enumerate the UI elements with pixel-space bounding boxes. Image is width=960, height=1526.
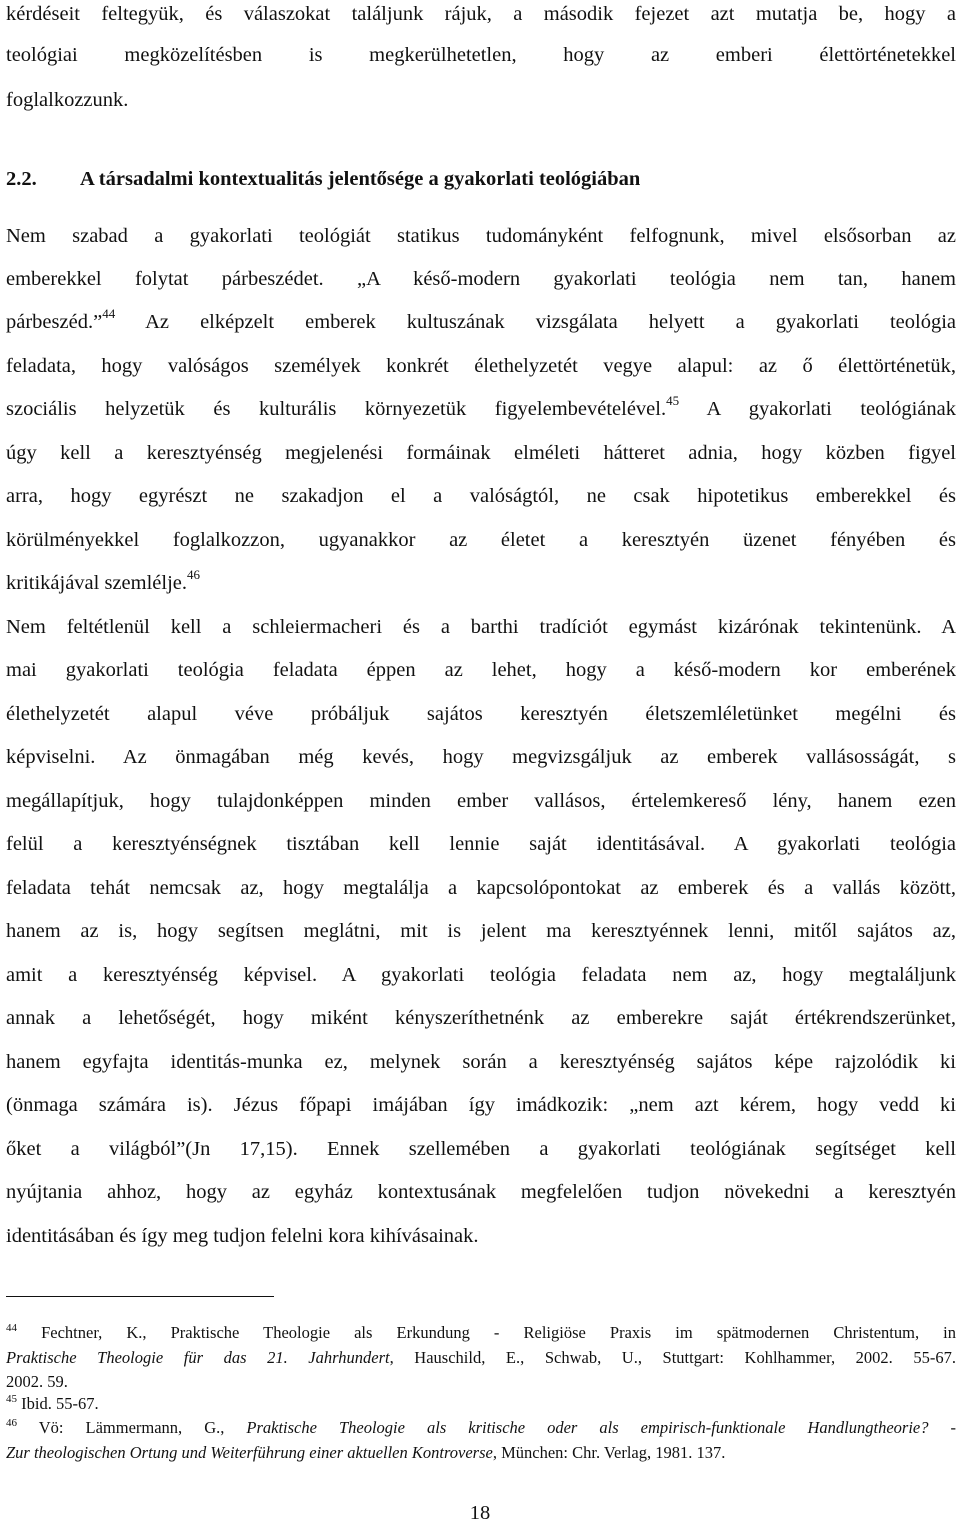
- footnote-title-italic: Zur theologischen Ortung und Weiterführung einer aktuellen Kontroverse: [6, 1443, 493, 1462]
- body-line: emberekkel folytat párbeszédet. „A késő-modern gyakorlati teológia nem tan, hanem: [6, 268, 956, 290]
- body-line: felül a keresztyénségnek tisztában kell lennie saját identitásával. A gyakorlati teológia: [6, 833, 956, 855]
- body-line: (önmaga számára is). Jézus főpapi imájában így imádkozik: „nem azt kérem, hogy vedd ki: [6, 1094, 956, 1116]
- body-line: arra, hogy egyrészt ne szakadjon el a valóságtól, ne csak hipotetikus emberekkel és: [6, 485, 956, 507]
- footnote-number: 46: [6, 1416, 17, 1429]
- footnote-44: [6, 1322, 956, 1344]
- quote-end: párbeszéd.”: [6, 311, 103, 333]
- footnote-46-cont: [6, 1442, 956, 1464]
- footnote-44-cont: [6, 1347, 956, 1369]
- body-line: úgy kell a keresztyénség megjelenési formáinak elméleti hátteret adnia, hogy közben figyel: [6, 442, 956, 464]
- footnote-45: [6, 1393, 956, 1415]
- footnote-ref-45: 45: [666, 393, 680, 409]
- body-line: hanem az is, hogy segítsen meglátni, mit is jelent ma keresztyénnek lenni, mitől sajátos az,: [6, 920, 956, 942]
- body-line: Nem szabad a gyakorlati teológiát statikus tudományként felfognunk, mivel elsősorban az: [6, 225, 956, 247]
- footnote-number: 45: [6, 1392, 17, 1405]
- body-text: kritikájával szemlélje.: [6, 572, 188, 594]
- body-line: megállapítjuk, hogy tulajdonképpen minden ember vallásos, értelemkereső lény, hanem ezen: [6, 790, 956, 812]
- body-line: teológiai megközelítésben is megkerülhetetlen, hogy az emberi élettörténetekkel: [6, 44, 956, 66]
- page-number: 18: [469, 1502, 491, 1524]
- section-number: 2.2.: [6, 168, 37, 190]
- body-line: [6, 308, 956, 336]
- footnote-title-italic: Praktische Theologie für das 21. Jahrhundert: [6, 1348, 390, 1367]
- body-line: feladata tehát nemcsak az, hogy megtalálja a kapcsolópontokat az emberek és a vallás között,: [6, 877, 956, 899]
- footnote-ref-44: 44: [102, 306, 116, 322]
- body-line: mai gyakorlati teológia feladata éppen az lehet, hogy a késő-modern kor emberének: [6, 659, 956, 681]
- body-line: Nem feltétlenül kell a schleiermacheri és a barthi tradíciót egymást kizárónak tekintenünk. A: [6, 616, 956, 638]
- footnote-separator: [6, 1296, 274, 1297]
- footnote-number: 44: [6, 1321, 17, 1334]
- footnote-46: [6, 1417, 956, 1439]
- body-text: Az elképzelt emberek kultuszának vizsgálata helyett a gyakorlati teológia: [115, 311, 956, 333]
- body-text: szociális helyzetük és kulturális környezetük figyelembevételével.: [6, 398, 667, 420]
- body-line: annak a lehetőségét, hogy miként kényszeríthetnénk az emberekre saját értékrendszerünket,: [6, 1007, 956, 1029]
- footnote-text: Vö: Lämmermann, G.,: [17, 1418, 247, 1437]
- footnote-44-cont: 2002. 59.: [6, 1372, 68, 1391]
- body-line: körülményekkel foglalkozzon, ugyanakkor az életet a keresztyén üzenet fényében és: [6, 529, 956, 551]
- body-text: A gyakorlati teológiának: [679, 398, 956, 420]
- body-line: [6, 569, 956, 597]
- body-line: identitásában és így meg tudjon felelni kora kihívásainak.: [6, 1225, 479, 1247]
- body-line: amit a keresztyénség képvisel. A gyakorlati teológia feladata nem az, hogy megtaláljunk: [6, 964, 956, 986]
- body-line: hanem egyfajta identitás-munka ez, melynek során a keresztyénség sajátos képe rajzolódik ki: [6, 1051, 956, 1073]
- footnote-ref-46: 46: [187, 567, 201, 583]
- body-line: feladata, hogy valóságos személyek konkrét élethelyzetét vegye alapul: az ő élettörténetük,: [6, 355, 956, 377]
- body-line: őket a világból”(Jn 17,15). Ennek szellemében a gyakorlati teológiának segítséget kell: [6, 1138, 956, 1160]
- section-title: A társadalmi kontextualitás jelentősége a gyakorlati teológiában: [80, 168, 641, 190]
- body-line: képviselni. Az önmagában még kevés, hogy megvizsgáljuk az emberek vallásosságát, s: [6, 746, 956, 768]
- footnote-text: Fechtner, K., Praktische Theologie als Erkundung - Religiöse Praxis im spätmodernen Christentum, in: [17, 1323, 956, 1342]
- footnote-text: , München: Chr. Verlag, 1981. 137.: [492, 1443, 726, 1462]
- body-line: nyújtania ahhoz, hogy az egyház kontextusának megfelelően tudjon növekedni a keresztyén: [6, 1181, 956, 1203]
- body-line: kérdéseit feltegyük, és válaszokat találjunk rájuk, a második fejezet azt mutatja be, hogy a: [6, 3, 956, 25]
- body-line: [6, 395, 956, 423]
- footnote-title-italic: Praktische Theologie als kritische oder als empirisch-funktionale Handlungtheorie? -: [246, 1418, 956, 1437]
- body-line: élethelyzetét alapul véve próbáljuk sajátos keresztyén életszemléletünket megélni és: [6, 703, 956, 725]
- body-line: foglalkozzunk.: [6, 89, 129, 111]
- footnote-text: , Hauschild, E., Schwab, U., Stuttgart: Kohlhammer, 2002. 55-67.: [389, 1348, 956, 1367]
- footnote-text: Ibid. 55-67.: [17, 1394, 99, 1413]
- section-heading: [6, 165, 956, 193]
